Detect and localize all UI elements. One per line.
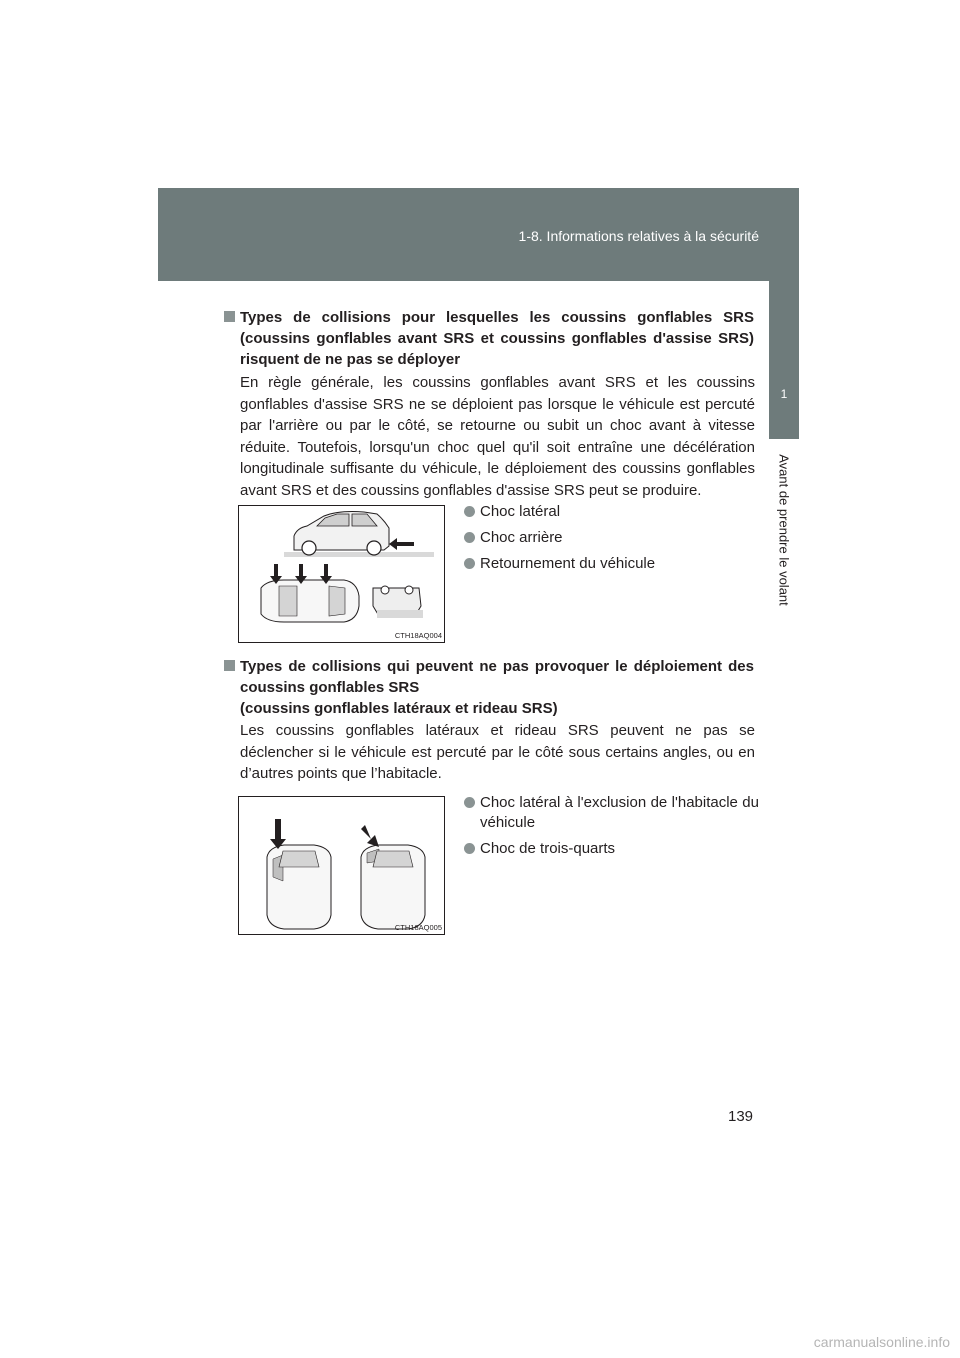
list-item: Choc latéral à l'exclusion de l'habitacle du véhicule [464,793,759,833]
figure-code: CTH18AQ005 [394,923,442,932]
bullet-icon [464,797,475,808]
figure-side-three-quarter [238,796,445,935]
section2-heading-line: coussins gonflables SRS [240,679,420,696]
heading-square-icon [224,311,235,322]
section2-heading-line: Types de collisions qui peuvent ne pas provoquer le déploiement des [240,658,754,675]
section1-paragraph: En règle générale, les coussins gonflables avant SRS et les coussins gonflables d'assise SRS ne se déploient pas lorsque le véhicule est percuté par l'arrière ou par le côté, se retourne ou subit un choc avant à vitesse réduite. Toutefois, lorsqu'un choc quel qu'il soit entraîne une décélération longitudinale suffisante du véhicule, le déploiement des coussins gonflables avant SRS et des coussins gonflables d'assise SRS peut se produire. [240,374,755,499]
section1-heading-line: Types de collisions pour lesquelles les coussins gonflables SRS [240,309,754,326]
list-item: Choc de trois-quarts [464,839,759,859]
section2-heading [224,656,754,719]
collision-illustration-2 [239,797,444,934]
watermark: carmanualsonline.info [813,1334,950,1350]
section1-bullets [464,502,759,580]
list-item: Choc arrière [464,528,759,548]
heading-square-icon [224,660,235,671]
list-item: Retournement du véhicule [464,554,759,574]
chapter-number: 1 [780,387,788,401]
bullet-icon [464,532,475,543]
bullet-icon [464,558,475,569]
section1-heading [224,307,754,370]
collision-illustration-1 [239,506,444,642]
section1-heading-line: (coussins gonflables avant SRS et coussins gonflables d'assise SRS) [240,330,754,347]
section2-heading-line: (coussins gonflables latéraux et rideau SRS) [240,700,558,717]
page-number: 139 [728,1108,754,1125]
section-title: 1-8. Informations relatives à la sécurité [518,228,759,244]
bullet-icon [464,506,475,517]
section2-paragraph: Les coussins gonflables latéraux et rideau SRS peuvent ne pas se déclencher si le véhicule est percuté par le côté sous certains angles, ou en d’autres points que l’habitacle. [240,722,755,783]
chapter-tab [769,281,799,439]
chapter-header-band [158,188,799,281]
list-item: Choc latéral [464,502,759,522]
figure-code: CTH18AQ004 [394,631,442,640]
chapter-label: Avant de prendre le volant [776,454,792,606]
bullet-icon [464,843,475,854]
section1-heading-line: risquent de ne pas se déployer [240,351,461,368]
section2-bullets [464,793,759,865]
figure-rollover-rear-side [238,505,445,643]
